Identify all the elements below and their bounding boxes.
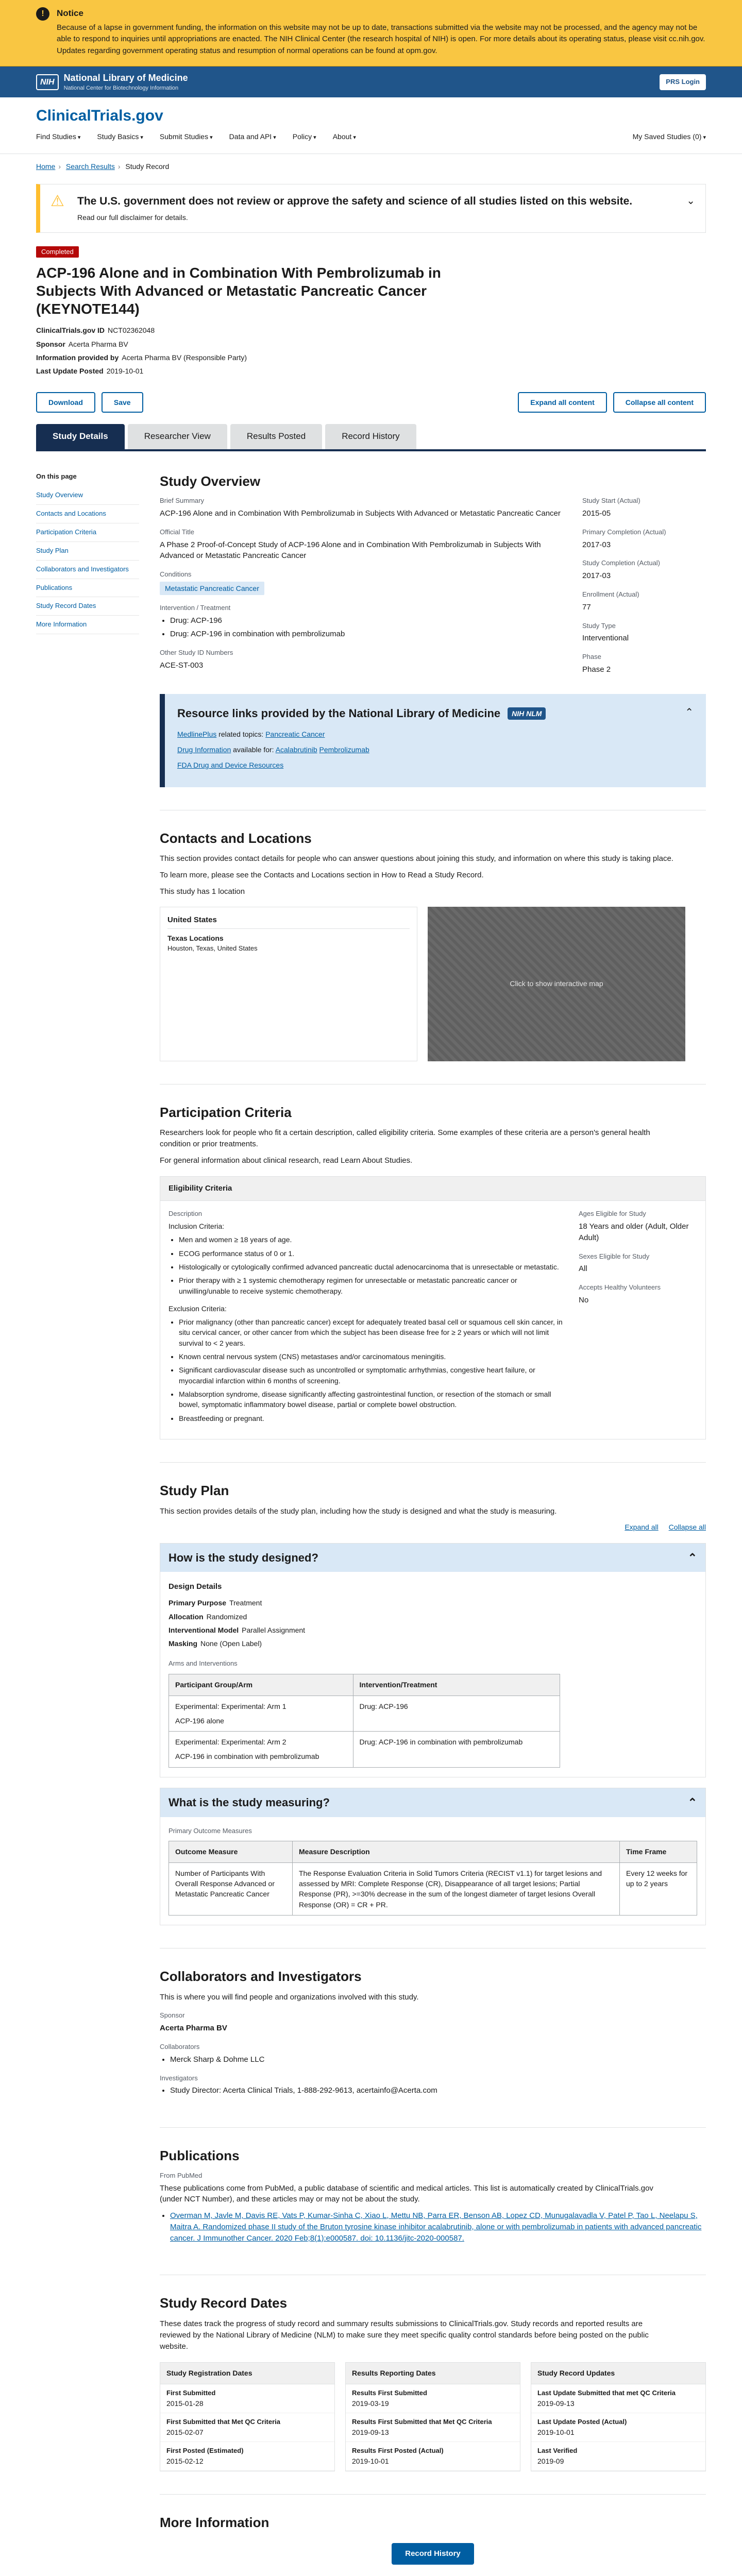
on-this-page-nav: [36, 472, 139, 2576]
arms-table: [168, 1674, 560, 1767]
outcome-table: [168, 1841, 697, 1915]
study-start: 2015-05: [582, 509, 611, 518]
list-item: • Prior therapy with ≥ 1 systemic chemotherapy regimen for unresectable or metastatic pancreatic cancer or unwilling/unable to receive systemic chemotherapy.: [179, 1275, 563, 1296]
dates-column-title: Study Record Updates: [531, 2363, 705, 2384]
record-history-button[interactable]: Record History: [392, 2543, 474, 2565]
acalabrutinib-link[interactable]: Acalabrutinib: [275, 745, 317, 754]
fda-resources-link[interactable]: FDA Drug and Device Resources: [177, 761, 284, 770]
sidenav-study-plan[interactable]: Study Plan: [36, 542, 139, 561]
list-item: • Breastfeeding or pregnant.: [179, 1413, 563, 1423]
pembrolizumab-link[interactable]: Pembrolizumab: [319, 745, 369, 754]
healthy-volunteers-value: No: [579, 1296, 589, 1305]
sidenav-record-dates[interactable]: Study Record Dates: [36, 597, 139, 616]
chevron-up-icon[interactable]: ⌃: [685, 706, 694, 718]
date-label: First Posted (Estimated): [166, 2446, 244, 2454]
alert-title: The U.S. government does not review or approve the safety and science of all studies listed on this website.: [77, 195, 633, 207]
design-key: Interventional Model: [168, 1625, 239, 1634]
warning-icon: ⚠: [50, 192, 64, 210]
date-value: 2019-10-01: [352, 2456, 389, 2465]
healthy-volunteers-label: Accepts Healthy Volunteers: [579, 1283, 661, 1292]
official-title: A Phase 2 Proof-of-Concept Study of ACP-196 Alone and in Combination With Pembrolizumab in Subjects With Advanced or Metastatic Pancreatic Cancer: [160, 540, 541, 561]
arm-treatment: Drug: ACP-196 in combination with pembrolizumab: [353, 1732, 560, 1768]
site-header: [0, 97, 742, 154]
breadcrumb: Home › Search Results › Study Record: [36, 162, 170, 171]
sponsor-name: Acerta Pharma BV: [160, 2024, 227, 2033]
brief-summary-label: Brief Summary: [160, 497, 204, 505]
tab-results-posted[interactable]: Results Posted: [230, 424, 322, 449]
disclaimer-alert[interactable]: [36, 184, 706, 233]
arms-label: Arms and Interventions: [168, 1659, 238, 1668]
collaborators-text: This is where you will find people and organizations involved with this study.: [160, 1992, 419, 2002]
measure-accordion: [160, 1788, 706, 1925]
site-logo[interactable]: ClinicalTrials.gov: [36, 107, 163, 125]
arm-treatment: Drug: ACP-196: [353, 1696, 560, 1732]
study-id-value: NCT02362048: [108, 326, 155, 335]
more-info-heading: More Information: [160, 2515, 269, 2531]
dates-column-title: Study Registration Dates: [160, 2363, 334, 2384]
notice-banner: [0, 0, 742, 66]
update-dates: [531, 2362, 706, 2471]
breadcrumb-search-results[interactable]: Search Results: [65, 162, 115, 171]
measure-title: What is the study measuring?: [168, 1795, 330, 1809]
contacts-help: To learn more, please see the Contacts and Locations section in How to Read a Study Record.: [160, 871, 484, 880]
list-item: • Men and women ≥ 18 years of age.: [179, 1234, 563, 1245]
sidenav-study-overview[interactable]: Study Overview: [36, 486, 139, 505]
notice-text: Because of a lapse in government funding, the information on this website may not be up to date, transactions submitted via the website may not be processed, and the agency may not be able to respond to inquiries until appropriations are enacted. The NIH Clinical Center (the research hospital of NIH) is open. For more details about its operating status, please visit cc.nih.gov. Updates regarding government operating status and resumption of normal operations can be found at opm.gov.: [57, 23, 705, 55]
conditions-label: Conditions: [160, 570, 192, 579]
design-value: Randomized: [206, 1612, 247, 1621]
study-tabs: [36, 424, 706, 451]
ages-value: 18 Years and older (Adult, Older Adult): [579, 1222, 689, 1242]
main-content: [160, 472, 706, 2576]
table-header: Participant Group/Arm: [169, 1674, 353, 1696]
nlm-title: National Library of Medicine: [63, 73, 188, 83]
date-label: Results First Submitted that Met QC Criteria: [352, 2417, 492, 2426]
list-item: • Prior malignancy (other than pancreatic cancer) except for adequately treated basal cell or squamous cell skin cancer, in situ cervical cancer, or other cancer from which the subject has been disease free for ≥ 2 years or which will not limit survival to < 2 years.: [179, 1317, 563, 1348]
date-value: 2019-09-13: [352, 2428, 389, 2436]
eligibility-title: Eligibility Criteria: [160, 1177, 705, 1201]
date-label: First Submitted: [166, 2388, 216, 2397]
resources-text: related topics:: [218, 730, 264, 738]
collaborators-label: Collaborators: [160, 2042, 200, 2050]
date-value: 2019-03-19: [352, 2399, 389, 2408]
sponsor-value: Acerta Pharma BV: [68, 340, 128, 348]
participation-text: Researchers look for people who fit a certain description, called eligibility criteria. Some examples of these criteria are a person's general health condition or prior treatments.: [160, 1128, 650, 1148]
contacts-heading: Contacts and Locations: [160, 830, 312, 846]
breadcrumb-home[interactable]: Home: [36, 162, 56, 171]
sexes-label: Sexes Eligible for Study: [579, 1252, 650, 1260]
expand-all-button[interactable]: Expand all content: [518, 392, 606, 413]
official-title-label: Official Title: [160, 528, 194, 536]
design-accordion: [160, 1543, 706, 1777]
study-plan-text: This section provides details of the study plan, including how the study is designed and what the study is measuring.: [160, 1506, 557, 1516]
design-value: Treatment: [229, 1599, 262, 1607]
chevron-down-icon[interactable]: ⌄: [686, 195, 695, 207]
study-start-label: Study Start (Actual): [582, 497, 640, 505]
nav-submit-studies[interactable]: Submit Studies ▾: [160, 131, 213, 142]
date-label: Results First Posted (Actual): [352, 2446, 444, 2454]
intervention-item: • Drug: ACP-196 in combination with pembrolizumab: [170, 629, 562, 640]
intervention-list: [160, 615, 562, 640]
page-title: ACP-196 Alone and in Combination With Pembrolizumab in Subjects With Advanced or Metastatic Pancreatic Cancer (KEYNOTE144): [36, 265, 441, 317]
collapse-all-link[interactable]: Collapse all: [668, 1523, 706, 1532]
sidenav-participation[interactable]: Participation Criteria: [36, 523, 139, 542]
exclusion-label: Exclusion Criteria:: [168, 1304, 227, 1313]
location-count: This study has 1 location: [160, 887, 245, 896]
eligibility-facts: [579, 1209, 697, 1431]
nav-data-api[interactable]: Data and API ▾: [229, 131, 276, 142]
location-list: [160, 907, 417, 1061]
action-bar: [36, 392, 706, 413]
collaborator-item: • Merck Sharp & Dohme LLC: [170, 2054, 706, 2065]
breadcrumb-current: Study Record: [125, 162, 170, 171]
dates-column-title: Results Reporting Dates: [346, 2363, 520, 2384]
other-ids: ACE-ST-003: [160, 660, 204, 670]
table-row: [169, 1732, 560, 1768]
location-map[interactable]: [428, 907, 685, 1061]
nlm-resources-box: [160, 694, 706, 787]
nlm-logo[interactable]: [36, 71, 188, 93]
date-value: 2019-09-13: [537, 2399, 575, 2408]
record-dates-section: [160, 2275, 706, 2495]
notice-title: Notice: [57, 8, 83, 18]
list-item: • Significant cardiovascular disease such as uncontrolled or symptomatic arrhythmias, congestive heart failure, or myocardial infarction within 6 months of screening.: [179, 1365, 563, 1386]
info-label: Information provided by: [36, 353, 119, 362]
outcome-time-frame: Every 12 weeks for up to 2 years: [620, 1862, 697, 1915]
sidenav-publications[interactable]: Publications: [36, 579, 139, 598]
date-value: 2019-09: [537, 2456, 564, 2465]
nav-about[interactable]: About ▾: [333, 131, 356, 142]
design-accordion-header[interactable]: [160, 1544, 705, 1572]
nlm-logo-badge: NIH NLM: [508, 707, 546, 720]
design-value: None (Open Label): [200, 1639, 262, 1648]
outcome-description: The Response Evaluation Criteria in Solid Tumors Criteria (RECIST v1.1) for target lesions and assessed by MRI: Complete Response (CR), Disappearance of all target lesions; Partial Response (PR), >=30% decrease in the sum of the longest diameter of target lesions Overall Response (OR) = CR + PR.: [293, 1862, 620, 1915]
investigator-item: • Study Director: Acerta Clinical Trials, 1-888-292-9613, acertainfo@Acerta.com: [170, 2085, 706, 2096]
last-update-value: 2019-10-01: [106, 367, 144, 376]
brief-summary: ACP-196 Alone and in Combination With Pembrolizumab in Subjects With Advanced or Metastatic Pancreatic Cancer: [160, 509, 561, 518]
sponsor-label: Sponsor: [36, 340, 65, 348]
date-label: Last Update Posted (Actual): [537, 2417, 627, 2426]
sidenav-collaborators[interactable]: Collaborators and Investigators: [36, 561, 139, 579]
expand-all-link[interactable]: Expand all: [625, 1523, 659, 1532]
nav-policy[interactable]: Policy ▾: [293, 131, 316, 142]
phase: Phase 2: [582, 665, 611, 674]
study-type-label: Study Type: [582, 621, 616, 630]
list-item: • Known central nervous system (CNS) metastases and/or carcinomatous meningitis.: [179, 1351, 563, 1362]
eligibility-box: [160, 1176, 706, 1439]
study-last-update: [36, 366, 706, 376]
list-item: • Histologically or cytologically confirmed advanced pancreatic ductal adenocarcinoma that is unresectable or metastatic.: [179, 1262, 563, 1272]
design-title: How is the study designed?: [168, 1551, 318, 1564]
nih-header: [0, 66, 742, 97]
tab-record-history[interactable]: Record History: [325, 424, 416, 449]
investigators-label: Investigators: [160, 2074, 198, 2082]
location-state: Texas Locations: [167, 934, 224, 943]
download-button[interactable]: Download: [36, 392, 95, 413]
table-header: Intervention/Treatment: [353, 1674, 560, 1696]
table-header: Outcome Measure: [169, 1841, 293, 1862]
arm-name: Experimental: Experimental: Arm 1: [175, 1702, 286, 1710]
record-dates-heading: Study Record Dates: [160, 2295, 288, 2311]
drug-info-link[interactable]: Drug Information: [177, 745, 231, 754]
enrollment: 77: [582, 602, 591, 612]
main-nav: [36, 127, 706, 148]
design-key: Primary Purpose: [168, 1599, 227, 1607]
primary-completion: 2017-03: [582, 540, 611, 549]
location-city: Houston, Texas, United States: [167, 944, 258, 952]
results-dates: [345, 2362, 520, 2471]
collapse-all-button[interactable]: Collapse all content: [613, 392, 706, 413]
chevron-up-icon: ⌃: [687, 1795, 697, 1809]
publication-link[interactable]: Overman M, Javle M, Davis RE, Vats P, Kumar-Sinha C, Xiao L, Mettu NB, Parra ER, Benson AB, Lopez CD, Munugalavadla V, Patel P, Tao L, Neelapu S, Maitra A. Randomized phase II study of the Bruton tyrosine kinase inhibitor acalabrutinib, alone or with pembrolizumab in patients with advanced pancreatic cancer. J Immunother Cancer. 2020 Feb;8(1):e000587. doi: 10.1136/jitc-2020-000587.: [170, 2211, 702, 2243]
resources-text: available for:: [233, 745, 274, 754]
enrollment-label: Enrollment (Actual): [582, 590, 639, 599]
collaborators-heading: Collaborators and Investigators: [160, 1968, 362, 1984]
arm-name: Experimental: Experimental: Arm 2: [175, 1738, 286, 1747]
nav-find-studies[interactable]: Find Studies ▾: [36, 131, 80, 142]
study-info-provider: [36, 352, 706, 363]
contacts-section: [160, 810, 706, 1084]
study-plan-heading: Study Plan: [160, 1482, 229, 1498]
more-info-section: [160, 2495, 706, 2576]
sexes-value: All: [579, 1264, 587, 1274]
info-icon: !: [36, 7, 49, 21]
date-value: 2015-02-07: [166, 2428, 204, 2436]
study-type: Interventional: [582, 634, 629, 643]
date-label: First Submitted that Met QC Criteria: [166, 2417, 281, 2426]
info-value: Acerta Pharma BV (Responsible Party): [122, 353, 247, 362]
tab-researcher-view[interactable]: Researcher View: [128, 424, 227, 449]
study-id: [36, 325, 706, 335]
measure-accordion-header[interactable]: [160, 1788, 705, 1817]
list-item: • Malabsorption syndrome, disease significantly affecting gastrointestinal function, or resection of the stomach or small bowel, symptomatic inflammatory bowel disease, partial or complete bowel obstruction.: [179, 1389, 563, 1410]
study-plan-section: [160, 1463, 706, 1948]
inclusion-label: Inclusion Criteria:: [168, 1222, 225, 1231]
collaborators-section: [160, 1948, 706, 2128]
design-value: Parallel Assignment: [242, 1625, 306, 1634]
save-button[interactable]: Save: [102, 392, 143, 413]
date-value: 2019-10-01: [537, 2428, 575, 2436]
medlineplus-link[interactable]: MedlinePlus: [177, 730, 217, 738]
nlm-subtitle: National Center for Biotechnology Information: [63, 85, 179, 92]
outcome-measure: Number of Participants With Overall Response Advanced or Metastatic Pancreatic Cancer: [169, 1862, 293, 1915]
design-details-label: Design Details: [168, 1582, 222, 1591]
date-label: Results First Submitted: [352, 2388, 427, 2397]
design-key: Allocation: [168, 1612, 204, 1621]
chevron-up-icon: ⌃: [687, 1551, 697, 1564]
nih-badge: NIH: [36, 74, 59, 90]
study-overview-heading: Study Overview: [160, 473, 261, 489]
participation-section: [160, 1084, 706, 1463]
sponsor-label: Sponsor: [160, 2011, 185, 2020]
date-value: 2015-02-12: [166, 2456, 204, 2465]
condition-chip[interactable]: Metastatic Pancreatic Cancer: [160, 582, 264, 595]
sidenav-title: On this page: [36, 472, 77, 480]
sidenav-contacts[interactable]: Contacts and Locations: [36, 505, 139, 523]
primary-outcome-label: Primary Outcome Measures: [168, 1826, 252, 1835]
contacts-text: This section provides contact details for people who can answer questions about joining this study, and information on where this study is taking place.: [160, 854, 673, 863]
study-completion-label: Study Completion (Actual): [582, 559, 661, 567]
study-sponsor: [36, 339, 706, 349]
status-badge: Completed: [36, 246, 79, 258]
pancreatic-cancer-link[interactable]: Pancreatic Cancer: [265, 730, 325, 738]
map-hint: Click to show interactive map: [510, 979, 603, 988]
record-dates-text: These dates track the progress of study record and summary results submissions to ClinicalTrials.gov. Study records and reported results are reviewed by the National Library of Medicine (NLM) to make sure they meet specific quality control standards before being posted on the public website.: [160, 2319, 649, 2351]
other-ids-label: Other Study ID Numbers: [160, 648, 233, 656]
saved-studies-menu[interactable]: My Saved Studies (0) ▾: [633, 131, 706, 142]
arm-description: ACP-196 in combination with pembrolizumab: [175, 1752, 319, 1761]
participation-help: For general information about clinical research, read Learn About Studies.: [160, 1156, 413, 1165]
tab-study-details[interactable]: Study Details: [36, 424, 125, 449]
overview-facts: [582, 496, 706, 684]
study-id-label: ClinicalTrials.gov ID: [36, 326, 105, 335]
date-label: Last Update Submitted that met QC Criteria: [537, 2388, 676, 2397]
intervention-item: • Drug: ACP-196: [170, 615, 562, 626]
resources-title: Resource links provided by the National Library of Medicine: [177, 706, 501, 720]
study-overview-section: [160, 472, 706, 810]
table-row: [169, 1862, 697, 1915]
date-label: Last Verified: [537, 2446, 578, 2454]
ages-label: Ages Eligible for Study: [579, 1210, 646, 1218]
arm-description: ACP-196 alone: [175, 1716, 224, 1725]
nav-study-basics[interactable]: Study Basics ▾: [97, 131, 143, 142]
design-key: Masking: [168, 1639, 198, 1648]
registration-dates: [160, 2362, 335, 2471]
date-value: 2015-01-28: [166, 2399, 204, 2408]
location-country: United States: [167, 914, 410, 929]
list-item: • ECOG performance status of 0 or 1.: [179, 1248, 563, 1259]
last-update-label: Last Update Posted: [36, 367, 104, 376]
table-header: Time Frame: [620, 1841, 697, 1862]
publications-section: [160, 2128, 706, 2275]
table-header: Measure Description: [293, 1841, 620, 1862]
participation-heading: Participation Criteria: [160, 1104, 292, 1120]
primary-completion-label: Primary Completion (Actual): [582, 528, 666, 536]
study-completion: 2017-03: [582, 571, 611, 581]
publications-heading: Publications: [160, 2148, 240, 2164]
description-label: Description: [168, 1210, 203, 1218]
inclusion-list: [168, 1234, 563, 1296]
publications-text: These publications come from PubMed, a public database of scientific and medical articles. This list is automatically created by ClinicalTrials.gov (under NCT Number), and these articles may or may not be about the study.: [160, 2183, 653, 2204]
prs-login-button[interactable]: PRS Login: [660, 74, 706, 90]
phase-label: Phase: [582, 653, 601, 661]
table-row: [169, 1696, 560, 1732]
alert-text: Read our full disclaimer for details.: [77, 213, 188, 222]
intervention-label: Intervention / Treatment: [160, 604, 231, 612]
sidenav-more-info[interactable]: More Information: [36, 616, 139, 634]
exclusion-list: [168, 1317, 563, 1423]
publications-source: From PubMed: [160, 2171, 203, 2179]
